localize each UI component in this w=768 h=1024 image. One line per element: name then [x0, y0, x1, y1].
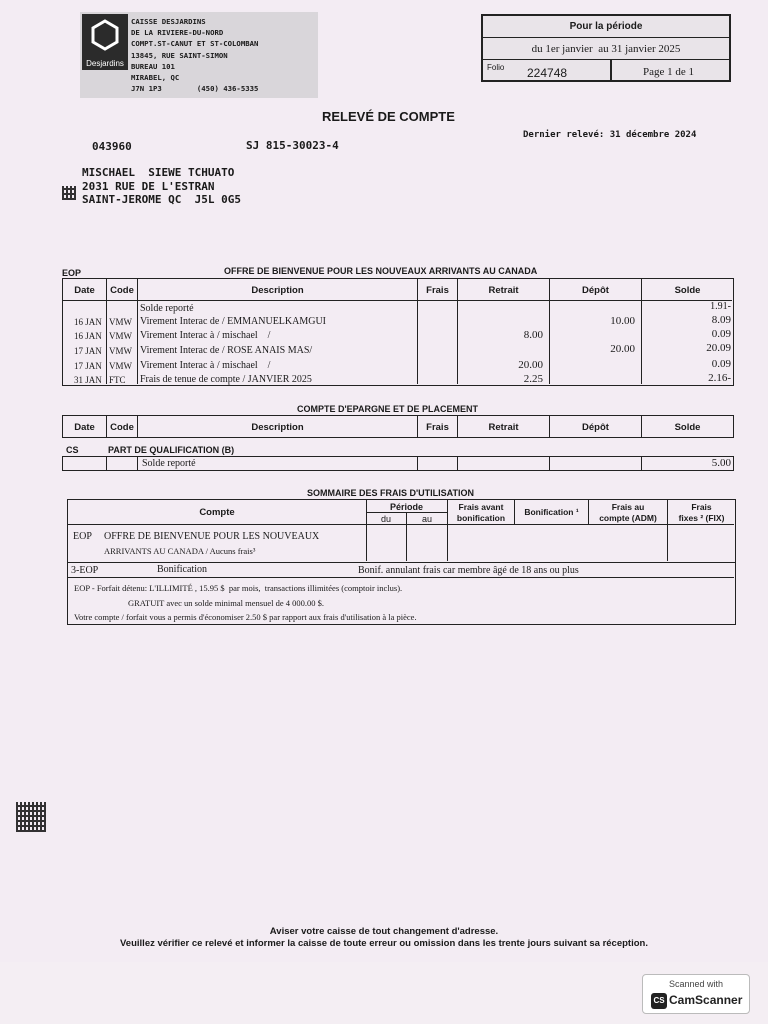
row-code: VMW: [109, 331, 132, 341]
row-depot: 10.00: [610, 315, 635, 327]
col-header-date: Date: [63, 416, 107, 438]
row-date: 17 JAN: [74, 361, 102, 371]
col-rule: [137, 300, 138, 384]
eop-title: OFFRE DE BIENVENUE POUR LES NOUVEAUX ARRIVANTS AU CANADA: [224, 266, 538, 276]
header-rule: [63, 300, 732, 301]
col-rule: [588, 500, 589, 524]
desjardins-logo: [82, 14, 128, 70]
col-header-du: du: [380, 514, 391, 524]
scanner-name: CamScanner: [669, 993, 743, 1007]
divider: [68, 577, 734, 578]
bank-address: [131, 16, 258, 94]
eop-description: OFFRE DE BIENVENUE POUR LES NOUVEAUX: [104, 531, 320, 542]
row-solde: 0.09: [711, 358, 731, 370]
col-header-au: au: [421, 514, 432, 524]
col-header-fix-2: fixes ² (FIX): [678, 513, 725, 523]
bonif-text: Bonif. annulant frais car membre âgé de 18 ans ou plus: [358, 565, 579, 576]
row-solde: 5.00: [711, 457, 731, 469]
col-rule: [106, 457, 107, 470]
col-header-periode: Période: [389, 502, 423, 512]
col-header-date: Date: [63, 279, 107, 301]
col-header-description: Description: [138, 416, 418, 438]
col-rule: [366, 500, 367, 561]
col-header-solde: Solde: [674, 422, 701, 433]
col-header-retrait: Retrait: [458, 416, 550, 438]
epargne-header-table: [62, 415, 734, 438]
row-code: VMW: [109, 361, 132, 371]
row-retrait: 20.00: [518, 359, 543, 371]
period-range: du 1er janvier au 31 janvier 2025: [483, 38, 729, 60]
row-description: Virement Interac à / mischael /: [140, 330, 271, 341]
col-rule: [641, 300, 642, 384]
note-gratuit: GRATUIT avec un solde minimal mensuel de 4 000.00 $.: [128, 598, 325, 608]
address-line: MISCHAEL SIEWE TCHUATO: [82, 166, 235, 179]
camscanner-icon: CS: [651, 993, 667, 1009]
col-header-solde: Solde: [674, 285, 701, 296]
row-solde: 8.09: [711, 314, 731, 326]
row-description: Solde reporté: [140, 303, 194, 314]
row-description: Virement Interac à / mischael /: [140, 360, 271, 371]
col-header-compte: Compte: [199, 507, 235, 518]
logo-name: Desjardins: [86, 59, 124, 68]
row-date: 16 JAN: [74, 331, 102, 341]
row-date: 16 JAN: [74, 317, 102, 327]
hexagon-logo-icon: [90, 18, 120, 52]
row-date: 17 JAN: [74, 346, 102, 356]
col-header-retrait: Retrait: [458, 279, 550, 301]
note-economie: Votre compte / forfait vous a permis d'économiser 2.50 $ par rapport aux frais d'utilisation à la pièce.: [74, 612, 417, 622]
col-rule: [447, 500, 448, 561]
col-rule: [457, 300, 458, 384]
page-title: RELEVÉ DE COMPTE: [322, 109, 455, 124]
sommaire-title: SOMMAIRE DES FRAIS D'UTILISATION: [307, 488, 474, 498]
col-rule: [106, 300, 107, 384]
col-header-code: Code: [107, 416, 138, 438]
address-line: SAINT-JEROME QC J5L 0G5: [82, 193, 241, 206]
bonif-code: 3-EOP: [71, 565, 99, 576]
period-box: [481, 14, 731, 82]
divider: [610, 60, 612, 80]
note-forfait: EOP - Forfait détenu: L'ILLIMITÉ , 15.95 $ par mois, transactions illimitées (comptoir inclus).: [74, 583, 403, 593]
page-number: Page 1 de 1: [643, 66, 695, 78]
row-date: 31 JAN: [74, 375, 102, 385]
client-address: [82, 166, 241, 207]
address-line: 2031 RUE DE L'ESTRAN: [82, 179, 215, 193]
col-header-description: Description: [138, 279, 418, 301]
col-header-adm-2: compte (ADM): [599, 513, 657, 523]
col-header-frais: Frais: [418, 416, 458, 438]
bonif-label: Bonification: [157, 564, 207, 575]
bank-address-line: CAISSE DESJARDINS: [131, 17, 206, 26]
col-rule: [549, 457, 550, 470]
header-rule: [68, 524, 734, 525]
footer-address-notice: Aviser votre caisse de tout changement d'adresse.: [269, 926, 499, 937]
row-solde: 1.91-: [710, 301, 731, 312]
col-header-bonification: Bonification ¹: [524, 507, 579, 517]
col-header-adm: Frais au: [611, 502, 645, 512]
row-code: VMW: [109, 346, 132, 356]
eop-description-2: ARRIVANTS AU CANADA / Aucuns frais³: [104, 546, 256, 556]
eop-code: EOP: [73, 531, 92, 542]
cs-label: PART DE QUALIFICATION (B): [108, 445, 235, 455]
row-solde: 0.09: [711, 328, 731, 340]
row-code: VMW: [109, 317, 132, 327]
row-depot: 20.00: [610, 343, 635, 355]
col-header-avant-2: bonification: [456, 513, 506, 523]
bank-address-line: J7N 1P3 (450) 436-5335: [131, 84, 259, 94]
col-header-fix: Frais: [691, 502, 712, 512]
folio-number: 224748: [527, 66, 568, 80]
row-description: Frais de tenue de compte / JANVIER 2025: [140, 374, 312, 385]
bank-address-line: COMPT.ST-CANUT ET ST-COLOMBAN: [131, 39, 259, 49]
cs-code: CS: [66, 445, 79, 455]
account-reference: SJ 815-30023-4: [246, 139, 339, 152]
col-rule: [417, 300, 418, 384]
folio-label: Folio: [487, 63, 505, 72]
col-header-depot: Dépôt: [550, 416, 642, 438]
last-statement-date: Dernier relevé: 31 décembre 2024: [523, 130, 697, 140]
sommaire-table: [67, 499, 736, 563]
footer-verification-notice: Veuillez vérifier ce relevé et informer la caisse de toute erreur ou omission dans les trente jours suivant sa réception.: [120, 938, 648, 949]
bank-address-line: 13845, RUE SAINT-SIMON: [131, 50, 228, 60]
client-number: 043960: [92, 140, 132, 153]
barcode-icon: [62, 186, 76, 200]
period-label: Pour la période: [483, 16, 729, 38]
row-retrait: 8.00: [523, 329, 543, 341]
bank-address-line: DE LA RIVIERE-DU-NORD: [131, 28, 224, 38]
col-header-code: Code: [107, 279, 138, 301]
sommaire-notes-box: [67, 562, 736, 625]
col-rule: [457, 457, 458, 470]
row-solde: 20.09: [706, 342, 731, 354]
col-rule: [641, 457, 642, 470]
bank-address-line: BUREAU 101: [131, 61, 175, 71]
row-solde: 2.16-: [708, 372, 731, 384]
col-rule: [406, 512, 407, 561]
col-rule: [137, 457, 138, 470]
col-header-avant: Frais avant: [458, 502, 504, 512]
row-description: Solde reporté: [142, 458, 196, 469]
camscanner-badge: [642, 974, 750, 1014]
row-retrait: 2.25: [523, 373, 543, 385]
col-rule: [667, 500, 668, 561]
scanner-label: Scanned with: [668, 979, 724, 989]
eop-code: EOP: [62, 268, 82, 278]
col-rule: [514, 500, 515, 524]
row-code: FTC: [109, 375, 126, 385]
col-rule: [417, 457, 418, 470]
col-rule: [549, 300, 550, 384]
eop-transactions-table: [62, 278, 734, 386]
row-description: Virement Interac de / EMMANUELKAMGUI: [140, 316, 327, 327]
row-description: Virement Interac de / ROSE ANAIS MAS/: [140, 345, 313, 356]
bank-address-line: MIRABEL, QC: [131, 73, 180, 83]
epargne-row-table: [62, 456, 734, 471]
col-header-depot: Dépôt: [550, 279, 642, 301]
barcode-icon: [16, 802, 46, 832]
epargne-title: COMPTE D'EPARGNE ET DE PLACEMENT: [297, 404, 478, 414]
col-header-frais: Frais: [418, 279, 458, 301]
